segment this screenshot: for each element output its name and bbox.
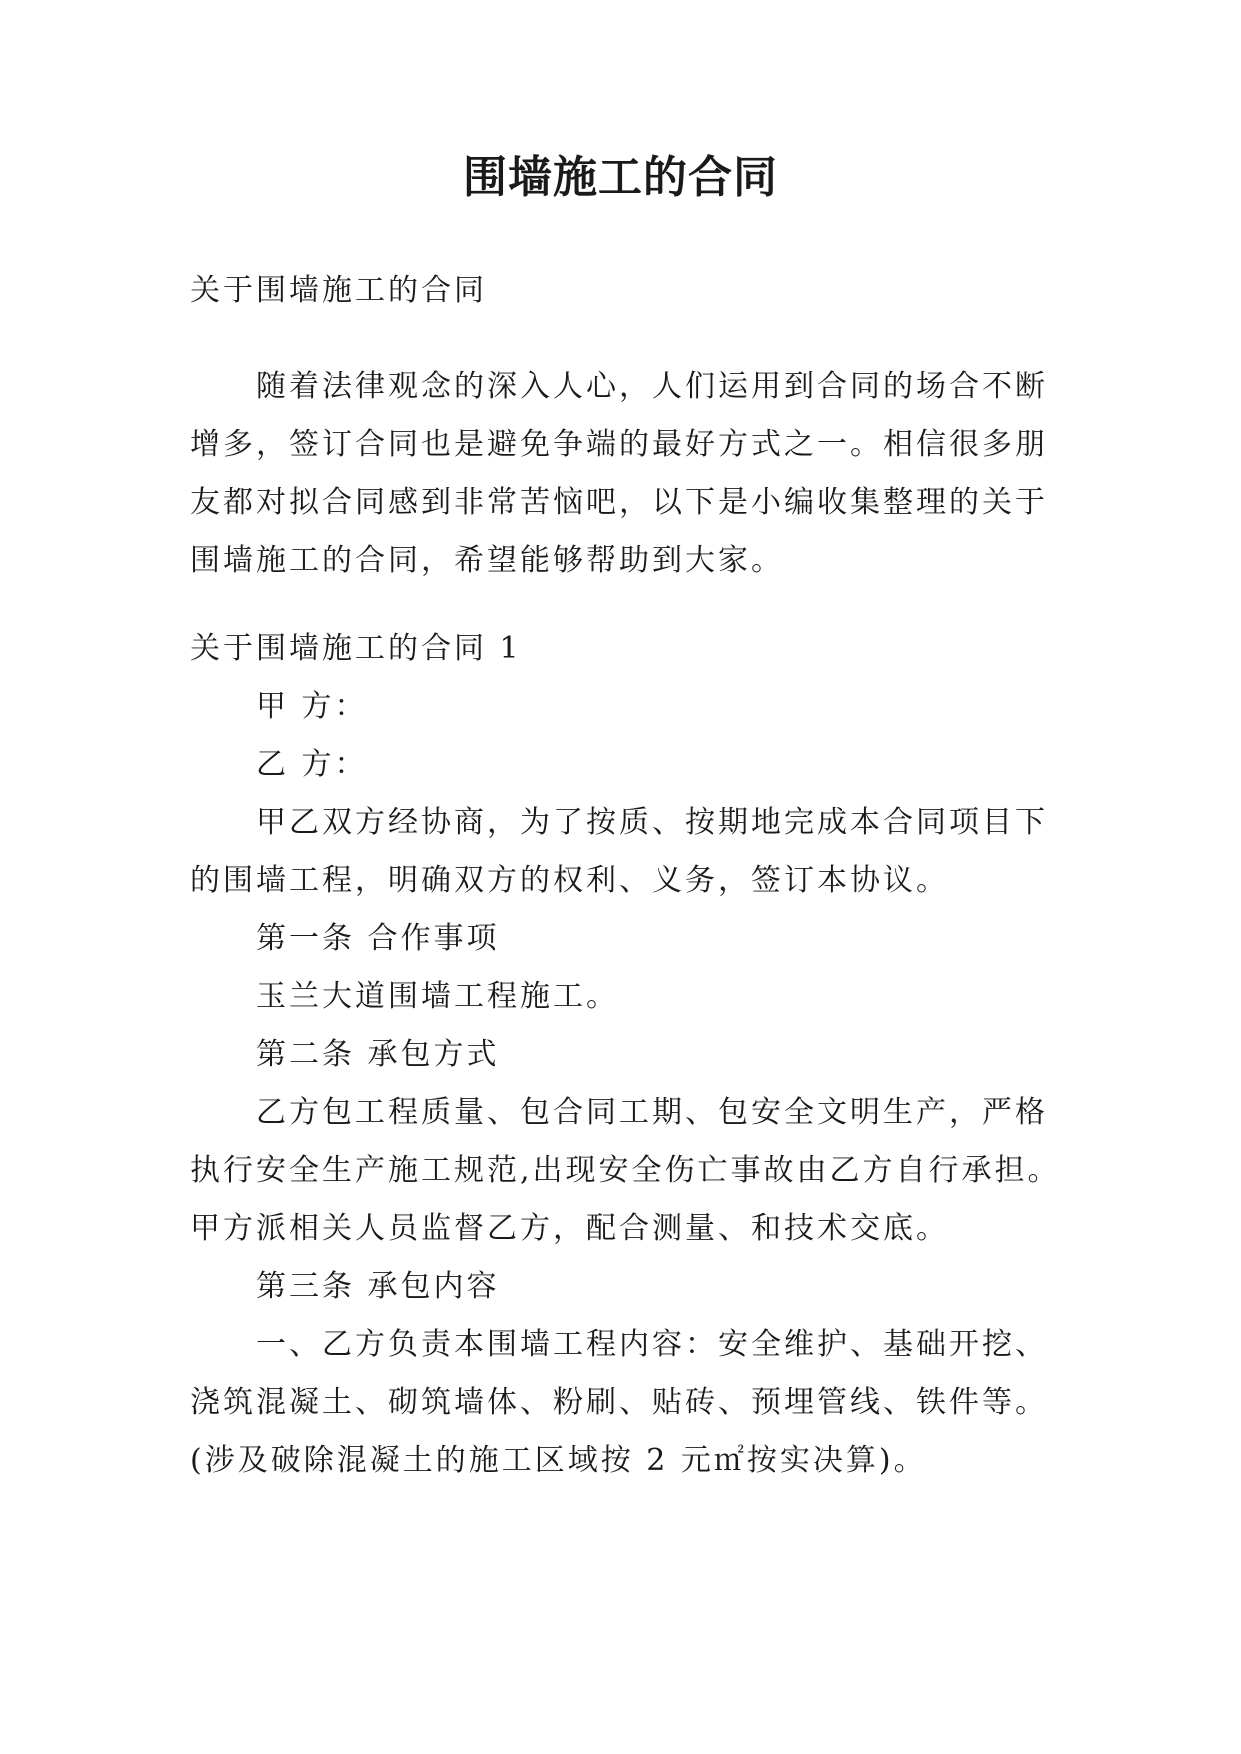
preamble-line: 的围墙工程，明确双方的权利、义务，签订本协议。: [190, 863, 949, 898]
article-1-body: 玉兰大道围墙工程施工。: [256, 979, 619, 1014]
intro-line: 围墙施工的合同，希望能够帮助到大家。: [190, 543, 784, 578]
intro-line: 随着法律观念的深入人心，人们运用到合同的场合不断: [256, 369, 1048, 404]
party-a-label: 甲 方：: [256, 689, 368, 724]
article-1-heading: 第一条 合作事项: [256, 921, 500, 956]
article-3-line: 浇筑混凝土、砌筑墙体、粉刷、贴砖、预埋管线、铁件等。: [190, 1385, 1048, 1420]
article-3-line: (涉及破除混凝土的施工区域按 2 元㎡按实决算)。: [190, 1443, 927, 1478]
article-2-line: 甲方派相关人员监督乙方，配合测量、和技术交底。: [190, 1211, 949, 1246]
document-subtitle: [190, 262, 1070, 320]
intro-line: 增多，签订合同也是避免争端的最好方式之一。相信很多朋: [190, 427, 1048, 462]
article-2-line: 执行安全生产施工规范,出现安全伤亡事故由乙方自行承担。: [190, 1153, 1061, 1188]
preamble-line: 甲乙双方经协商，为了按质、按期地完成本合同项目下: [256, 805, 1048, 840]
subtitle-text: 关于围墙施工的合同: [190, 273, 487, 308]
contract-body: [190, 620, 1070, 1490]
intro-paragraph: [190, 358, 1070, 590]
party-b-label: 乙 方：: [256, 747, 368, 782]
document-title: 围墙施工的合同: [463, 152, 778, 203]
section-heading: 关于围墙施工的合同 1: [190, 631, 522, 666]
article-2-heading: 第二条 承包方式: [256, 1037, 500, 1072]
intro-line: 友都对拟合同感到非常苦恼吧，以下是小编收集整理的关于: [190, 485, 1048, 520]
article-3-heading: 第三条 承包内容: [256, 1269, 500, 1304]
article-2-line: 乙方包工程质量、包合同工期、包安全文明生产，严格: [256, 1095, 1048, 1130]
article-3-line: 一、乙方负责本围墙工程内容：安全维护、基础开挖、: [256, 1327, 1048, 1362]
